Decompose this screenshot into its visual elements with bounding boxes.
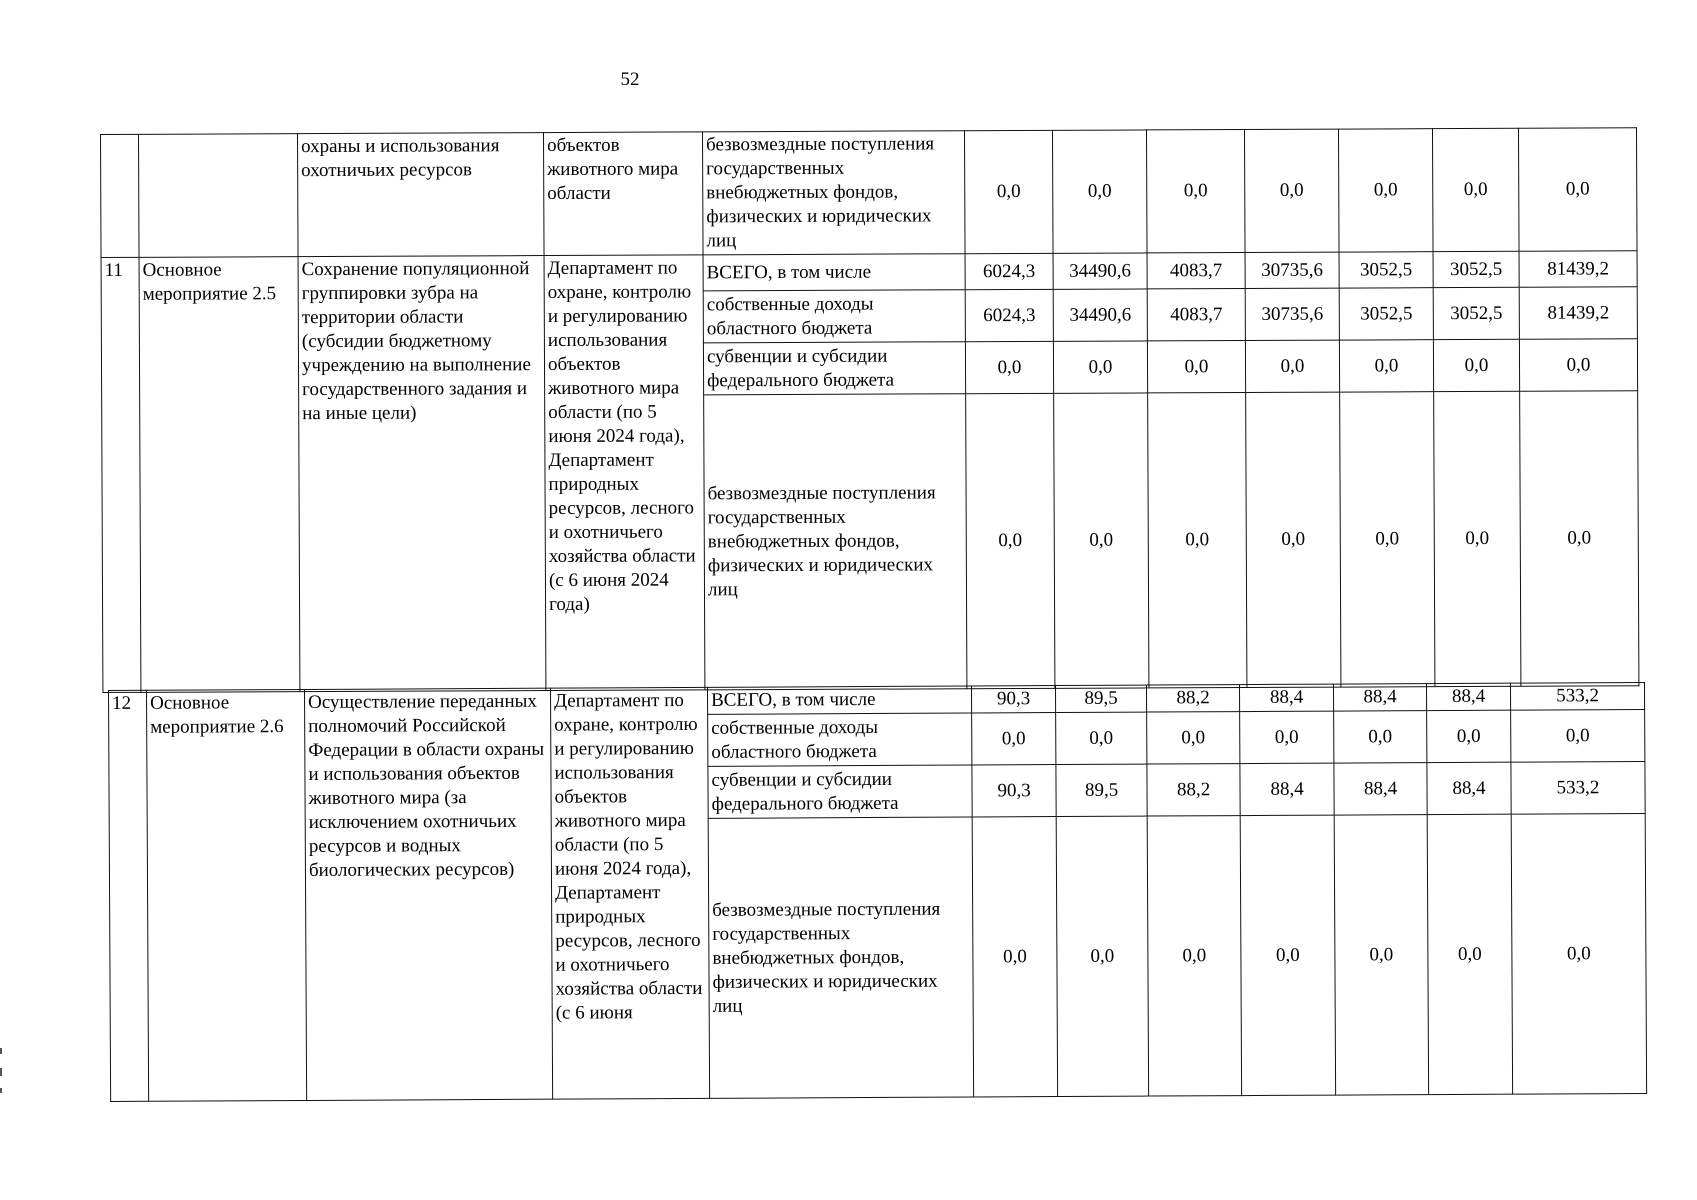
funding-source-cell: безвозмездные поступления государственных внебюджетных фондов, физических и юридических лиц	[704, 394, 967, 690]
value-cell: 0,0	[972, 713, 1056, 765]
scan-artifact	[0, 1088, 2, 1093]
funding-source-cell: безвозмездные поступления государственных внебюджетных фондов, физических и юридических лиц	[708, 817, 973, 1098]
value-cell: 0,0	[1432, 128, 1519, 251]
scan-artifact	[0, 1048, 2, 1054]
value-cell: 88,4	[1333, 684, 1426, 711]
total-cell: 0,0	[1520, 391, 1639, 687]
value-cell: 0,0	[1052, 130, 1147, 253]
value-cell: 0,0	[972, 817, 1057, 1097]
value-cell: 0,0	[1338, 129, 1433, 252]
value-cell: 0,0	[1146, 130, 1245, 253]
total-cell: 0,0	[1511, 709, 1645, 762]
value-cell: 88,4	[1427, 762, 1511, 814]
value-cell: 0,0	[1334, 815, 1428, 1095]
value-cell: 89,5	[1055, 685, 1146, 712]
scan-artifact	[0, 1068, 2, 1076]
value-cell: 0,0	[1245, 340, 1339, 392]
value-cell: 88,4	[1426, 683, 1510, 710]
funding-source-cell: ВСЕГО, в том числе	[707, 686, 971, 714]
value-cell: 88,4	[1334, 763, 1427, 815]
index-cell	[101, 134, 140, 257]
funding-source-cell: безвозмездные поступления государственных внебюджетных фондов, физических и юридических лиц	[702, 131, 965, 255]
measure-name-cell: охраны и использования охотничьих ресурсов	[298, 133, 545, 257]
type-cell	[139, 134, 299, 258]
total-cell: 533,2	[1511, 761, 1645, 814]
value-cell: 34490,6	[1053, 253, 1147, 289]
type-cell: Основное мероприятие 2.6	[147, 689, 307, 1101]
value-cell: 30735,6	[1245, 252, 1339, 288]
executor-cell: Департамент по охране, контролю и регулированию использования объектов животного мира области (по 5 июня 2024 года), Департамент природных ресурсов, лесного и охотничьего хозяйства области (с 6 июня 2024 года)	[544, 255, 705, 691]
value-cell: 0,0	[1147, 712, 1240, 764]
executor-cell: объектов животного мира области	[543, 132, 703, 256]
value-cell: 0,0	[965, 341, 1053, 393]
continuation-row	[101, 128, 1638, 258]
value-cell: 0,0	[1056, 816, 1148, 1096]
value-cell: 0,0	[1054, 393, 1149, 688]
value-cell: 4083,7	[1147, 289, 1245, 341]
value-cell: 0,0	[1427, 710, 1511, 762]
value-cell: 3052,5	[1433, 251, 1519, 287]
value-cell: 0,0	[1244, 129, 1339, 252]
funding-source-cell: ВСЕГО, в том числе	[703, 254, 965, 291]
value-cell: 89,5	[1056, 764, 1147, 816]
value-cell: 34490,6	[1053, 289, 1147, 341]
total-cell: 0,0	[1511, 813, 1646, 1094]
funding-source-cell: субвенции и субсидии федерального бюджета	[703, 342, 965, 395]
total-cell: 0,0	[1519, 339, 1637, 392]
value-cell: 0,0	[1433, 339, 1519, 391]
value-cell: 0,0	[1240, 815, 1335, 1095]
value-cell: 88,2	[1146, 685, 1239, 712]
value-cell: 0,0	[1148, 393, 1247, 688]
value-cell: 3052,5	[1433, 287, 1519, 339]
value-cell: 0,0	[1053, 341, 1147, 393]
value-cell: 30735,6	[1245, 288, 1339, 340]
measure-name-cell: Осуществление переданных полномочий Российской Федерации в области охраны и использования объектов животного мира (за исключением охотничьих ресурсов и водных биологических ресурсов)	[304, 688, 552, 1100]
funding-source-cell: субвенции и субсидии федерального бюджета	[708, 765, 972, 818]
value-cell: 88,4	[1239, 684, 1333, 711]
total-cell: 81439,2	[1519, 251, 1637, 288]
value-cell: 88,4	[1240, 763, 1334, 815]
value-cell: 6024,3	[965, 289, 1053, 341]
index-cell: 11	[101, 257, 141, 692]
value-cell: 6024,3	[965, 253, 1053, 289]
value-cell: 4083,7	[1147, 253, 1245, 289]
value-cell: 0,0	[1147, 816, 1241, 1096]
value-cell: 3052,5	[1339, 252, 1433, 288]
value-cell: 0,0	[1334, 711, 1427, 763]
program-table-top	[100, 127, 1639, 693]
value-cell: 0,0	[1240, 711, 1334, 763]
value-cell: 0,0	[1427, 814, 1512, 1094]
value-cell: 0,0	[964, 130, 1053, 253]
value-cell: 0,0	[1246, 392, 1341, 687]
value-cell: 0,0	[1056, 712, 1147, 764]
type-cell: Основное мероприятие 2.5	[139, 257, 300, 693]
value-cell: 0,0	[1434, 391, 1521, 686]
index-cell: 12	[109, 690, 149, 1101]
value-cell: 88,2	[1147, 764, 1240, 816]
program-table-bottom	[108, 682, 1647, 1102]
value-cell: 0,0	[966, 393, 1055, 688]
value-cell: 90,3	[971, 686, 1055, 713]
funding-source-cell: собственные доходы областного бюджета	[708, 713, 972, 766]
total-cell: 0,0	[1518, 128, 1637, 252]
value-cell: 90,3	[972, 765, 1056, 817]
executor-cell: Департамент по охране, контролю и регулированию использования объектов животного мира области (по 5 июня 2024 года), Департамент природных ресурсов, лесного и охотничьего хозяйства области (с 6 июня	[550, 687, 709, 1099]
funding-source-cell: собственные доходы областного бюджета	[703, 290, 965, 343]
value-cell: 0,0	[1339, 340, 1433, 392]
total-cell: 533,2	[1510, 682, 1644, 710]
total-cell: 81439,2	[1519, 287, 1637, 340]
measure-name-cell: Сохранение популяционной группировки зубра на территории области (субсидии бюджетному учреждению на выполнение государственного задания и на иные цели)	[298, 256, 546, 692]
value-cell: 0,0	[1340, 392, 1435, 687]
page-number: 52	[620, 69, 640, 90]
value-cell: 0,0	[1147, 341, 1245, 393]
value-cell: 3052,5	[1339, 288, 1433, 340]
